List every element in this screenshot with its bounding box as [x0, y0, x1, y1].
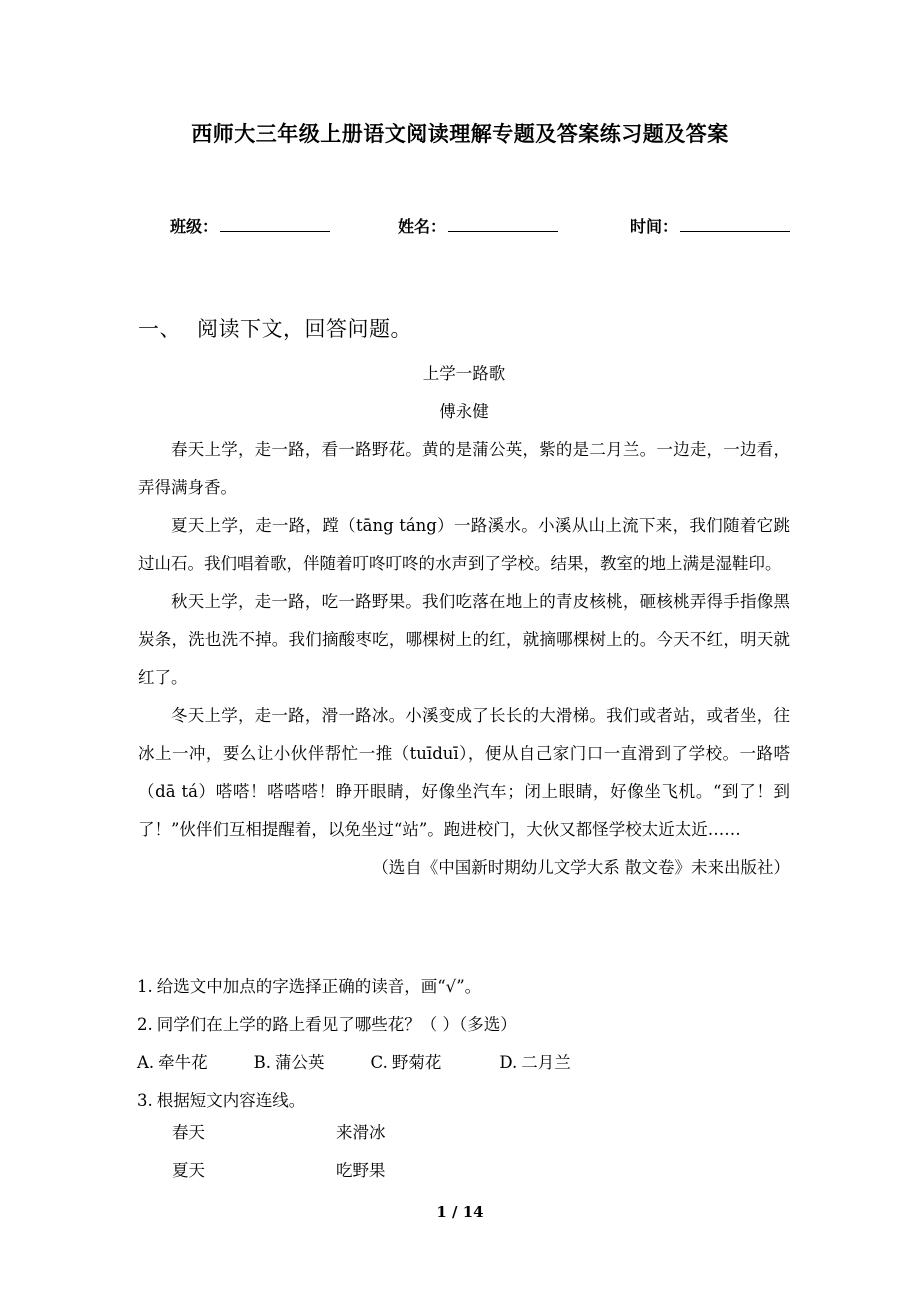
time-field — [630, 214, 790, 237]
matching-left-item[interactable]: 夏天 — [172, 1161, 205, 1180]
article-paragraph: 夏天上学，走一路，蹚（tāng táng）一路溪水。小溪从山上流下来，我们随着它跳过山石。我们唱着歌，伴随着叮咚叮咚的水声到了学校。结果，教室的地上满是湿鞋印。 — [138, 516, 790, 573]
option-letter: C. — [370, 1053, 388, 1072]
name-field — [398, 214, 558, 237]
option-letter: D. — [499, 1053, 518, 1072]
article-title: 上学一路歌 — [422, 364, 506, 383]
questions-list — [137, 968, 797, 1120]
option-text: 牵牛花 — [158, 1053, 208, 1072]
option-c[interactable] — [371, 1044, 442, 1082]
question-number: 3. — [137, 1091, 153, 1110]
question-text: 同学们在上学的路上看见了哪些花？（ ）（多选） — [156, 1015, 517, 1034]
section-number: 一、 — [138, 317, 181, 341]
question-number: 2. — [137, 1015, 153, 1034]
option-letter: A. — [137, 1053, 155, 1072]
article-author: 傅永健 — [439, 402, 489, 421]
article-paragraph: 春天上学，走一路，看一路野花。黄的是蒲公英，紫的是二月兰。一边走，一边看，弄得满身香。 — [138, 440, 790, 497]
student-info-row — [170, 214, 790, 237]
question-text: 给选文中加点的字选择正确的读音，画“√”。 — [156, 977, 482, 996]
class-field — [170, 214, 330, 237]
option-letter: B. — [253, 1053, 272, 1072]
option-text: 野菊花 — [391, 1053, 442, 1072]
question-text: 根据短文内容连线。 — [156, 1091, 306, 1110]
class-label: 班级： — [170, 217, 219, 236]
article-paragraph: 冬天上学，走一路，滑一路冰。小溪变成了长长的大滑梯。我们或者站，或者坐，往冰上一冲，要么让小伙伴帮忙一推（tuīduī），便从自己家门口一直滑到了学校。一路嗒（dā tá）嗒嗒！嗒嗒嗒！睁开眼睛，好像坐汽车；闭上眼睛，好像坐飞机。“到了！到了！”伙伴们互相提醒着，以免坐过“站”。跑进校门，大伙又都怪学校太近太近…… — [138, 706, 790, 839]
option-text: 蒲公英 — [275, 1053, 325, 1072]
name-blank-line[interactable] — [448, 217, 558, 232]
class-blank-line[interactable] — [220, 217, 330, 232]
section-heading-text: 阅读下文，回答问题。 — [197, 317, 412, 341]
time-blank-line[interactable] — [680, 217, 790, 232]
options-row — [137, 1044, 797, 1082]
section-heading — [138, 313, 412, 343]
matching-left-item[interactable]: 春天 — [172, 1123, 205, 1142]
matching-right-item[interactable]: 来滑冰 — [336, 1123, 386, 1142]
page-title: 西师大三年级上册语文阅读理解专题及答案练习题及答案 — [191, 121, 729, 146]
option-b[interactable] — [254, 1044, 325, 1082]
question-item — [137, 1006, 797, 1044]
question-number: 1. — [137, 977, 153, 996]
article-body — [138, 355, 790, 887]
article-paragraph: 秋天上学，走一路，吃一路野果。我们吃落在地上的青皮核桃，砸核桃弄得手指像黑炭条，洗也洗不掉。我们摘酸枣吃，哪棵树上的红，就摘哪棵树上的。今天不红，明天就红了。 — [138, 592, 790, 687]
matching-row[interactable] — [172, 1152, 592, 1190]
article-source: （选自《中国新时期幼儿文学大系 散文卷》未来出版社） — [372, 858, 790, 877]
question-item — [137, 968, 797, 1006]
time-label: 时间： — [630, 217, 679, 236]
matching-row[interactable] — [172, 1114, 592, 1152]
name-label: 姓名： — [398, 217, 447, 236]
matching-right-item[interactable]: 吃野果 — [336, 1161, 386, 1180]
option-d[interactable] — [499, 1044, 570, 1082]
page-footer: 1 / 14 — [436, 1203, 484, 1221]
option-text: 二月兰 — [521, 1053, 571, 1072]
matching-exercise — [172, 1114, 592, 1190]
option-a[interactable] — [137, 1044, 208, 1082]
